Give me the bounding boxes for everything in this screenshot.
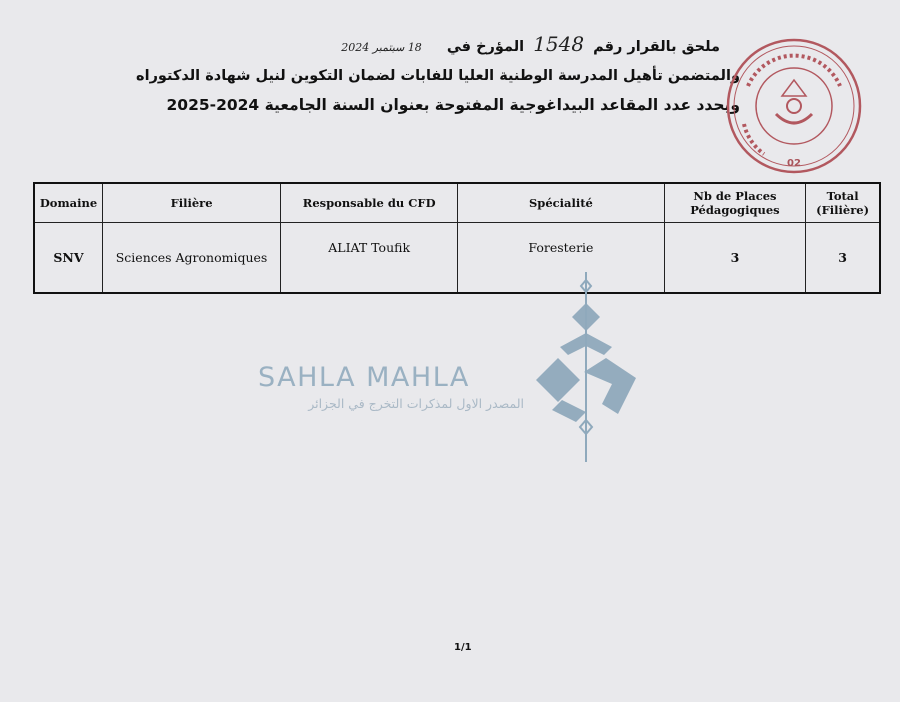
watermark-subtitle: المصدر الاول لمذكرات التخرج في الجزائر xyxy=(308,396,524,411)
cell-domaine: SNV xyxy=(34,223,102,294)
table-header-row xyxy=(34,183,880,223)
cell-responsable: ALIAT Toufik xyxy=(281,223,458,294)
cell-total: 3 xyxy=(806,223,880,294)
seal-number: 02 xyxy=(787,158,801,169)
col-responsable: Responsable du CFD xyxy=(281,183,458,223)
header-dated: المؤرخ في xyxy=(446,39,525,55)
decree-date: 18 سبتمبر 2024 xyxy=(341,41,422,54)
col-nb-places: Nb de Places Pédagogiques xyxy=(664,183,806,223)
watermark-title: SAHLA MAHLA xyxy=(258,362,470,393)
page-number: 1/1 xyxy=(454,642,472,653)
decree-header xyxy=(120,30,740,120)
col-domaine: Domaine xyxy=(34,183,102,223)
cell-nb-places: 3 xyxy=(664,223,806,294)
header-line-1 xyxy=(120,30,740,62)
header-prefix: ملحق بالقرار رقم xyxy=(593,39,720,55)
ministry-seal xyxy=(718,36,868,176)
header-line-2: والمتضمن تأهيل المدرسة الوطنية العليا للفابات لضمان التكوين لنيل شهادة الدكتوراه xyxy=(136,68,740,84)
col-filiere: Filière xyxy=(102,183,280,223)
cell-filiere: Sciences Agronomiques xyxy=(102,223,280,294)
col-total: Total (Filière) xyxy=(806,183,880,223)
col-specialite: Spécialité xyxy=(458,183,664,223)
decree-number: 1548 xyxy=(533,32,585,56)
header-line-3: ويحدد عدد المقاعد البيداغوجية المفتوحة بعنوان السنة الجامعية 2024-2025 xyxy=(166,96,740,114)
cell-specialite: Foresterie xyxy=(458,223,664,294)
